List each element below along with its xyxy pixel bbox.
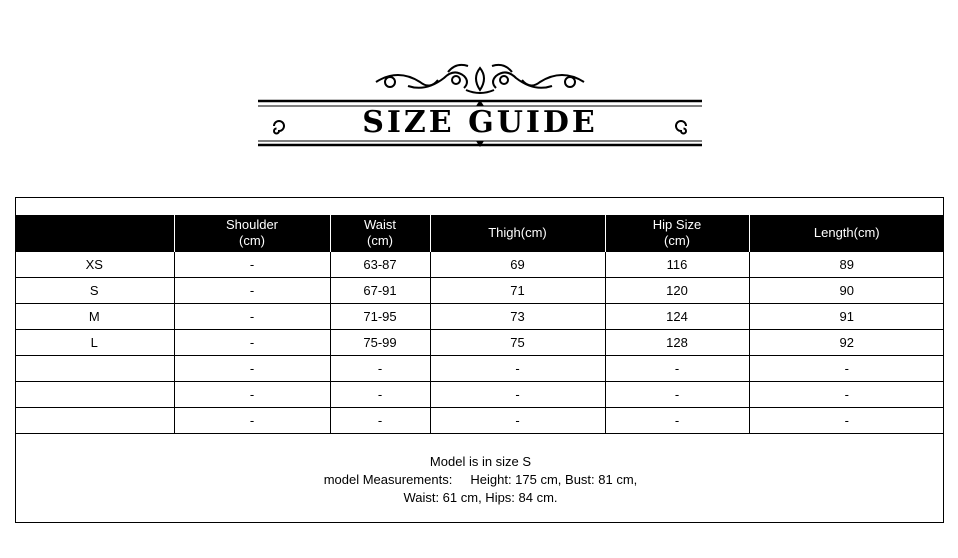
- table-cell: -: [174, 252, 330, 278]
- table-cell: -: [749, 408, 944, 434]
- table-row: [15, 356, 944, 382]
- table-row: [15, 252, 944, 278]
- table-cell: 67-91: [330, 278, 430, 304]
- model-note: [16, 453, 945, 507]
- size-table-container: [15, 197, 944, 523]
- table-cell: 89: [749, 252, 944, 278]
- note-line-2: model Measurements: Height: 175 cm, Bust: 81 cm,: [323, 472, 638, 487]
- header-size: [15, 215, 174, 252]
- table-cell: -: [430, 356, 605, 382]
- table-cell: [15, 408, 174, 434]
- table-cell: S: [15, 278, 174, 304]
- table-cell: 63-87: [330, 252, 430, 278]
- table-cell: 90: [749, 278, 944, 304]
- table-cell: -: [330, 382, 430, 408]
- table-cell: M: [15, 304, 174, 330]
- table-cell: -: [430, 382, 605, 408]
- table-cell: 71: [430, 278, 605, 304]
- table-cell: -: [174, 330, 330, 356]
- table-cell: 124: [605, 304, 749, 330]
- size-table: [15, 215, 944, 434]
- table-cell: [15, 382, 174, 408]
- note-line-3: Waist: 61 cm, Hips: 84 cm.: [403, 490, 558, 505]
- table-cell: -: [174, 278, 330, 304]
- table-cell: -: [605, 382, 749, 408]
- page-title: SIZE GUIDE: [362, 105, 598, 140]
- table-cell: -: [605, 408, 749, 434]
- table-cell: -: [605, 356, 749, 382]
- table-cell: -: [174, 382, 330, 408]
- table-cell: 75-99: [330, 330, 430, 356]
- table-cell: 128: [605, 330, 749, 356]
- table-cell: -: [749, 356, 944, 382]
- table-cell: 120: [605, 278, 749, 304]
- table-row: [15, 408, 944, 434]
- header-length: Length(cm): [749, 215, 944, 252]
- table-cell: 71-95: [330, 304, 430, 330]
- table-cell: -: [174, 304, 330, 330]
- header-hip-size: Hip Size (cm): [605, 215, 749, 252]
- size-guide-banner: [258, 60, 702, 152]
- table-cell: 75: [430, 330, 605, 356]
- note-line-1: Model is in size S: [429, 454, 532, 469]
- table-cell: 116: [605, 252, 749, 278]
- table-cell: -: [174, 408, 330, 434]
- table-cell: 92: [749, 330, 944, 356]
- table-row: [15, 330, 944, 356]
- table-cell: 73: [430, 304, 605, 330]
- table-cell: -: [430, 408, 605, 434]
- table-cell: 69: [430, 252, 605, 278]
- table-header-row: [15, 215, 944, 252]
- table-cell: XS: [15, 252, 174, 278]
- table-cell: 91: [749, 304, 944, 330]
- table-cell: -: [330, 356, 430, 382]
- table-cell: L: [15, 330, 174, 356]
- table-cell: -: [174, 356, 330, 382]
- header-waist: Waist (cm): [330, 215, 430, 252]
- header-thigh: Thigh(cm): [430, 215, 605, 252]
- table-row: [15, 382, 944, 408]
- table-row: [15, 278, 944, 304]
- table-cell: [15, 356, 174, 382]
- table-cell: -: [749, 382, 944, 408]
- table-row: [15, 304, 944, 330]
- table-cell: -: [330, 408, 430, 434]
- header-shoulder: Shoulder (cm): [174, 215, 330, 252]
